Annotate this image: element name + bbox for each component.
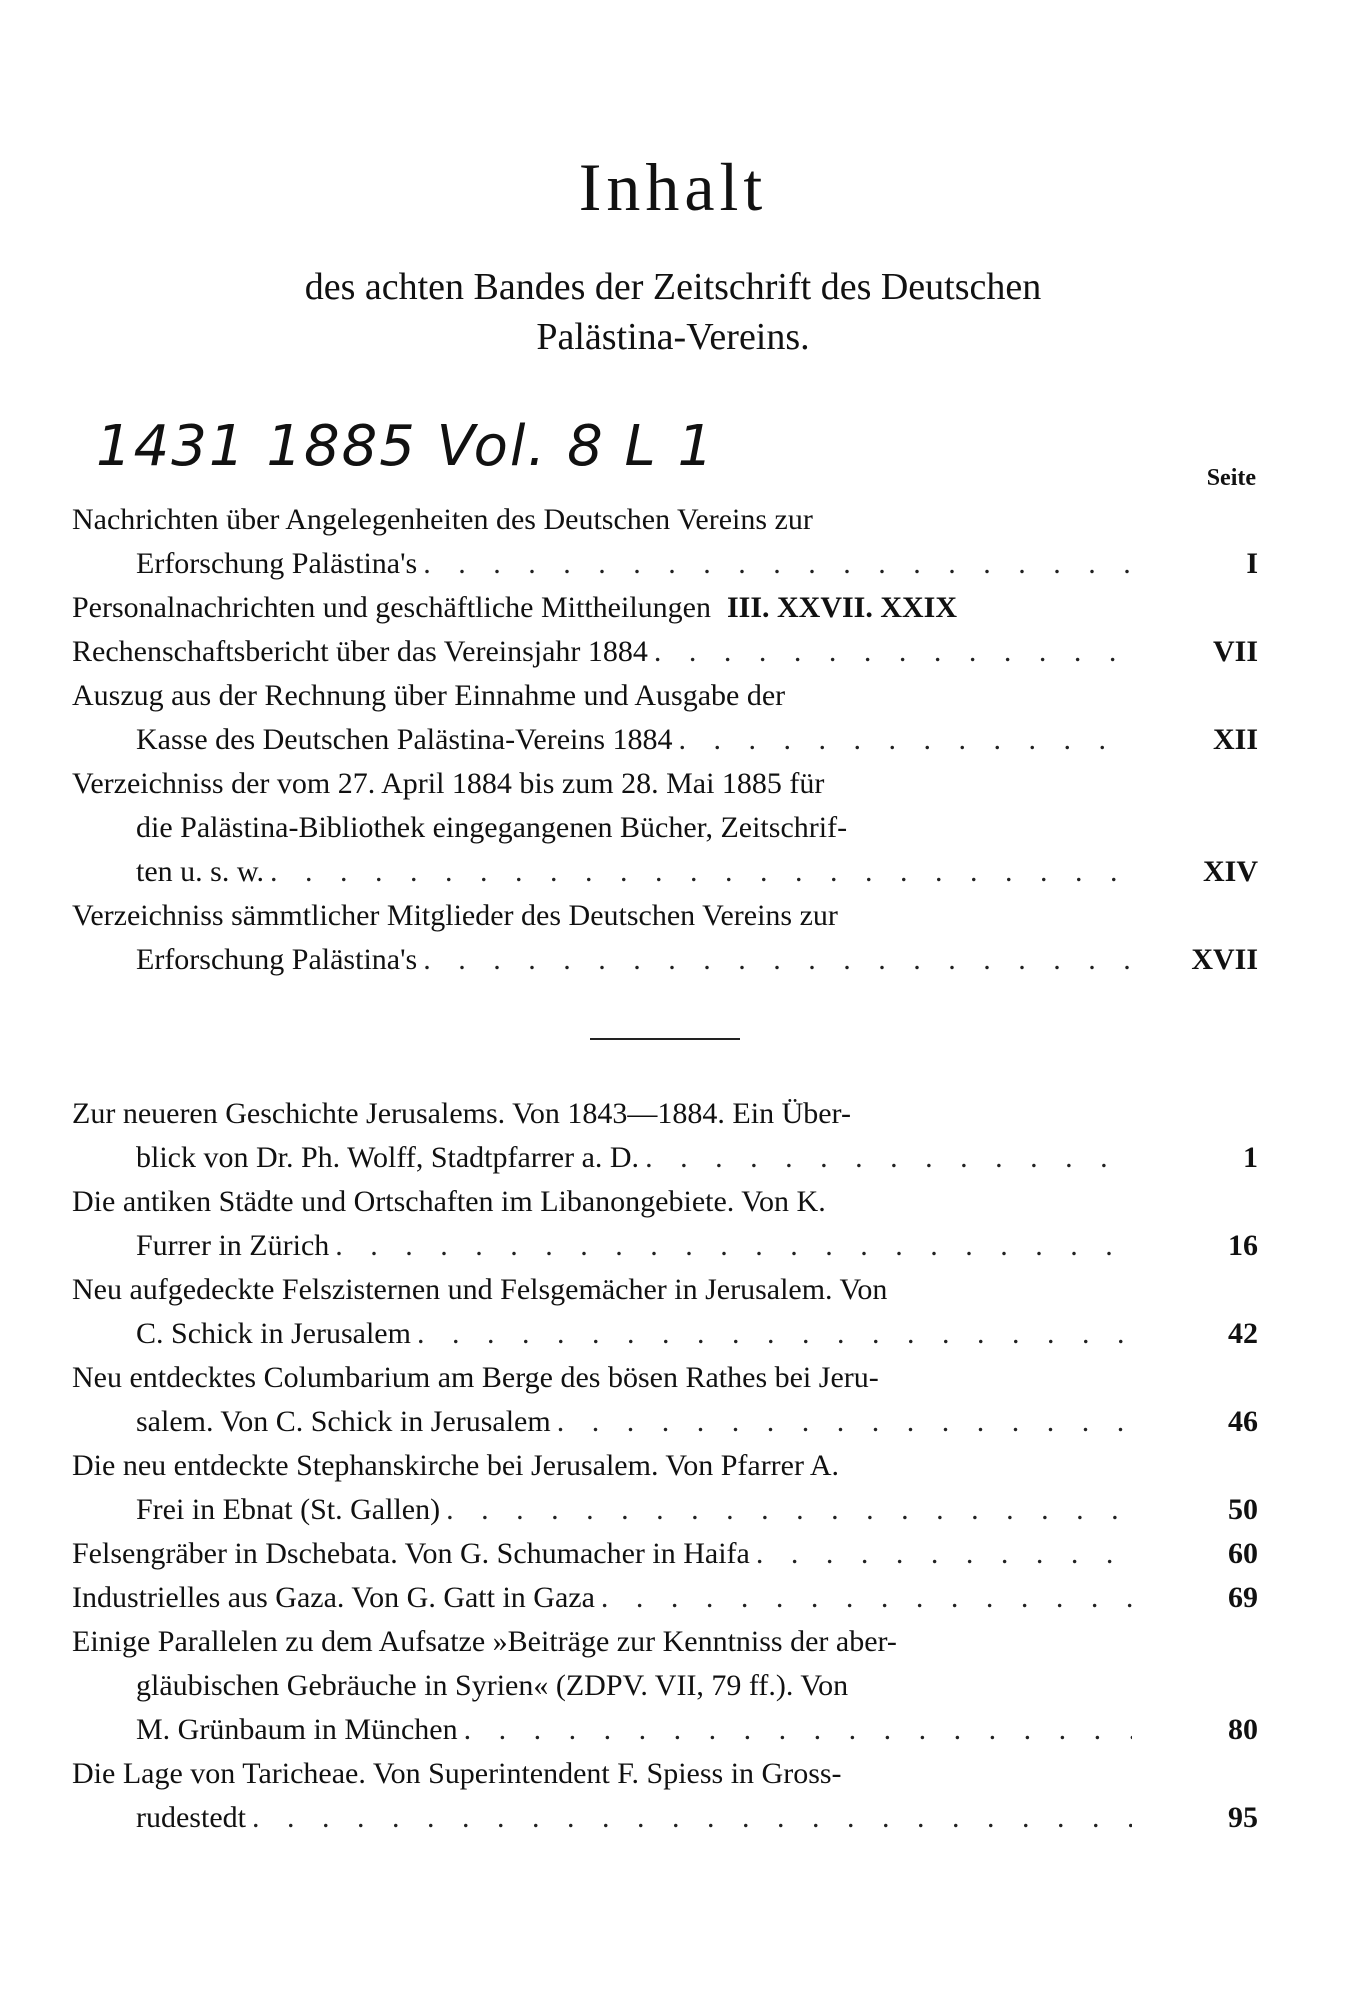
toc-entry-line — [72, 1092, 1258, 1136]
subtitle-line-2: Palästina-Vereins. — [536, 316, 810, 358]
toc-page-number: 42 — [1228, 1317, 1258, 1350]
toc-entry-text: Erforschung Palästina's — [136, 943, 418, 976]
toc-entry-text: gläubischen Gebräuche in Syrien« (ZDPV. VII, 79 ff.). Von — [136, 1669, 849, 1702]
seite-column-label: Seite — [1206, 465, 1256, 491]
toc-entry-line — [72, 850, 1258, 894]
toc-entry-text: M. Grünbaum in München — [136, 1713, 458, 1746]
dot-leader — [679, 718, 1132, 762]
toc-page-number: 1 — [1243, 1141, 1258, 1174]
toc-entry — [72, 586, 1258, 630]
subtitle-line-1: des achten Bandes der Zeitschrift des Deutschen — [304, 266, 1042, 308]
toc-entry-line — [72, 1708, 1258, 1752]
toc-page-number: XIV — [1202, 855, 1258, 888]
toc-page-number: VII — [1212, 635, 1258, 668]
toc-entry — [72, 762, 1258, 894]
toc-entry-text: Furrer in Zürich — [136, 1229, 330, 1262]
dot-leader — [270, 850, 1132, 894]
toc-entry — [72, 1092, 1258, 1180]
toc-entry-line — [72, 1136, 1258, 1180]
toc-entry — [72, 1444, 1258, 1532]
toc-entry-line — [72, 1400, 1258, 1444]
dot-leader — [654, 630, 1132, 674]
toc-page-number: 50 — [1228, 1493, 1258, 1526]
toc-page-number: 80 — [1228, 1713, 1258, 1746]
toc-entry-text: Zur neueren Geschichte Jerusalems. Von 1843—1884. Ein Über- — [72, 1097, 851, 1130]
toc-entry-line — [72, 1664, 1258, 1708]
toc-entry-line — [72, 1752, 1258, 1796]
toc-entry-line — [72, 542, 1258, 586]
toc-entry — [72, 674, 1258, 762]
toc-entry-text: Kasse des Deutschen Palästina-Vereins 1884 — [136, 723, 673, 756]
toc-entry-text: ten u. s. w. — [136, 855, 265, 888]
toc-entry-text: Erforschung Palästina's — [136, 547, 418, 580]
toc-entry-line — [72, 1796, 1258, 1840]
toc-entry-text: Die Lage von Taricheae. Von Superintendent F. Spiess in Gross- — [72, 1757, 842, 1790]
dot-leader — [423, 542, 1132, 586]
dot-leader — [252, 1796, 1132, 1840]
toc-entry-line — [72, 674, 1258, 718]
toc-entry-text: Felsengräber in Dschebata. Von G. Schumacher in Haifa — [72, 1537, 750, 1570]
toc-entry-text: salem. Von C. Schick in Jerusalem — [136, 1405, 551, 1438]
toc-entry — [72, 630, 1258, 674]
toc-page-number: 69 — [1228, 1581, 1258, 1614]
dot-leader — [464, 1708, 1132, 1752]
toc-entry-line — [72, 1488, 1258, 1532]
toc-page-number: 95 — [1228, 1801, 1258, 1834]
toc-entry — [72, 1268, 1258, 1356]
toc-page-number: I — [1246, 547, 1258, 580]
toc-entry-text: Einige Parallelen zu dem Aufsatze »Beiträge zur Kenntniss der aber- — [72, 1625, 897, 1658]
toc-entry — [72, 1356, 1258, 1444]
toc-entry-line — [72, 1268, 1258, 1312]
toc-entry-text: C. Schick in Jerusalem — [136, 1317, 411, 1350]
toc-entry-text: Die neu entdeckte Stephanskirche bei Jerusalem. Von Pfarrer A. — [72, 1449, 839, 1482]
toc-entry-line — [72, 1532, 1258, 1576]
toc-entry-line — [72, 1576, 1258, 1620]
page-subtitle — [0, 262, 1346, 362]
toc-entry — [72, 894, 1258, 982]
toc-entry-line — [72, 1356, 1258, 1400]
toc-entry-text: die Palästina-Bibliothek eingegangenen Bücher, Zeitschrif- — [136, 811, 848, 844]
toc-entry — [72, 498, 1258, 586]
toc-entry-line — [72, 938, 1258, 982]
toc-page-number: 60 — [1228, 1537, 1258, 1570]
toc-entry-line — [72, 1444, 1258, 1488]
dot-leader — [335, 1224, 1132, 1268]
toc-entry — [72, 1752, 1258, 1840]
toc-entry-text: Frei in Ebnat (St. Gallen) — [136, 1493, 441, 1526]
toc-entry-line — [72, 1312, 1258, 1356]
toc-entry — [72, 1576, 1258, 1620]
dot-leader — [423, 938, 1132, 982]
toc-page-number: XVII — [1191, 943, 1258, 976]
toc-entry-text: Neu entdecktes Columbarium am Berge des bösen Rathes bei Jeru- — [72, 1361, 879, 1394]
toc-section-front-matter — [72, 498, 1258, 982]
toc-entry-text: Verzeichniss sämmtlicher Mitglieder des Deutschen Vereins zur — [72, 899, 838, 932]
toc-entry-text: blick von Dr. Ph. Wolff, Stadtpfarrer a. D. — [136, 1141, 640, 1174]
toc-entry-line — [72, 718, 1258, 762]
toc-entry-text: Nachrichten über Angelegenheiten des Deutschen Vereins zur — [72, 503, 813, 536]
toc-page-number: XII — [1212, 723, 1258, 756]
toc-page-number: III. XXVII. XXIX — [726, 591, 958, 624]
toc-page-number: 46 — [1228, 1405, 1258, 1438]
section-divider — [590, 1038, 740, 1040]
toc-entry-line — [72, 806, 1258, 850]
handwritten-catalog-note: 1431 1885 Vol. 8 L 1 — [96, 414, 716, 479]
toc-entry-line — [72, 894, 1258, 938]
dot-leader — [417, 1312, 1132, 1356]
dot-leader — [557, 1400, 1132, 1444]
toc-entry-text: Auszug aus der Rechnung über Einnahme und Ausgabe der — [72, 679, 786, 712]
dot-leader — [756, 1532, 1132, 1576]
toc-entry — [72, 1532, 1258, 1576]
toc-entry-line — [72, 762, 1258, 806]
toc-entry-text: Industrielles aus Gaza. Von G. Gatt in Gaza — [72, 1581, 595, 1614]
toc-entry-text: Neu aufgedeckte Felszisternen und Felsgemächer in Jerusalem. Von — [72, 1273, 888, 1306]
toc-entry-text: Personalnachrichten und geschäftliche Mittheilungen — [72, 591, 711, 624]
toc-entry-line — [72, 498, 1258, 542]
toc-entry-line — [72, 1180, 1258, 1224]
toc-entry-line — [72, 630, 1258, 674]
toc-entry-text: Verzeichniss der vom 27. April 1884 bis zum 28. Mai 1885 für — [72, 767, 825, 800]
toc-entry-text: Die antiken Städte und Ortschaften im Libanongebiete. Von K. — [72, 1185, 826, 1218]
dot-leader — [601, 1576, 1132, 1620]
toc-entry-line — [72, 1620, 1258, 1664]
dot-leader — [645, 1136, 1132, 1180]
toc-section-articles — [72, 1092, 1258, 1840]
toc-entry — [72, 1180, 1258, 1268]
toc-entry-line — [72, 1224, 1258, 1268]
dot-leader — [446, 1488, 1132, 1532]
toc-entry-text: rudestedt — [136, 1801, 246, 1834]
toc-entry-text: Rechenschaftsbericht über das Vereinsjahr 1884 — [72, 635, 648, 668]
toc-entry — [72, 1620, 1258, 1752]
page-title: Inhalt — [578, 149, 768, 225]
toc-entry-line — [72, 586, 1258, 630]
toc-page-number: 16 — [1228, 1229, 1258, 1262]
